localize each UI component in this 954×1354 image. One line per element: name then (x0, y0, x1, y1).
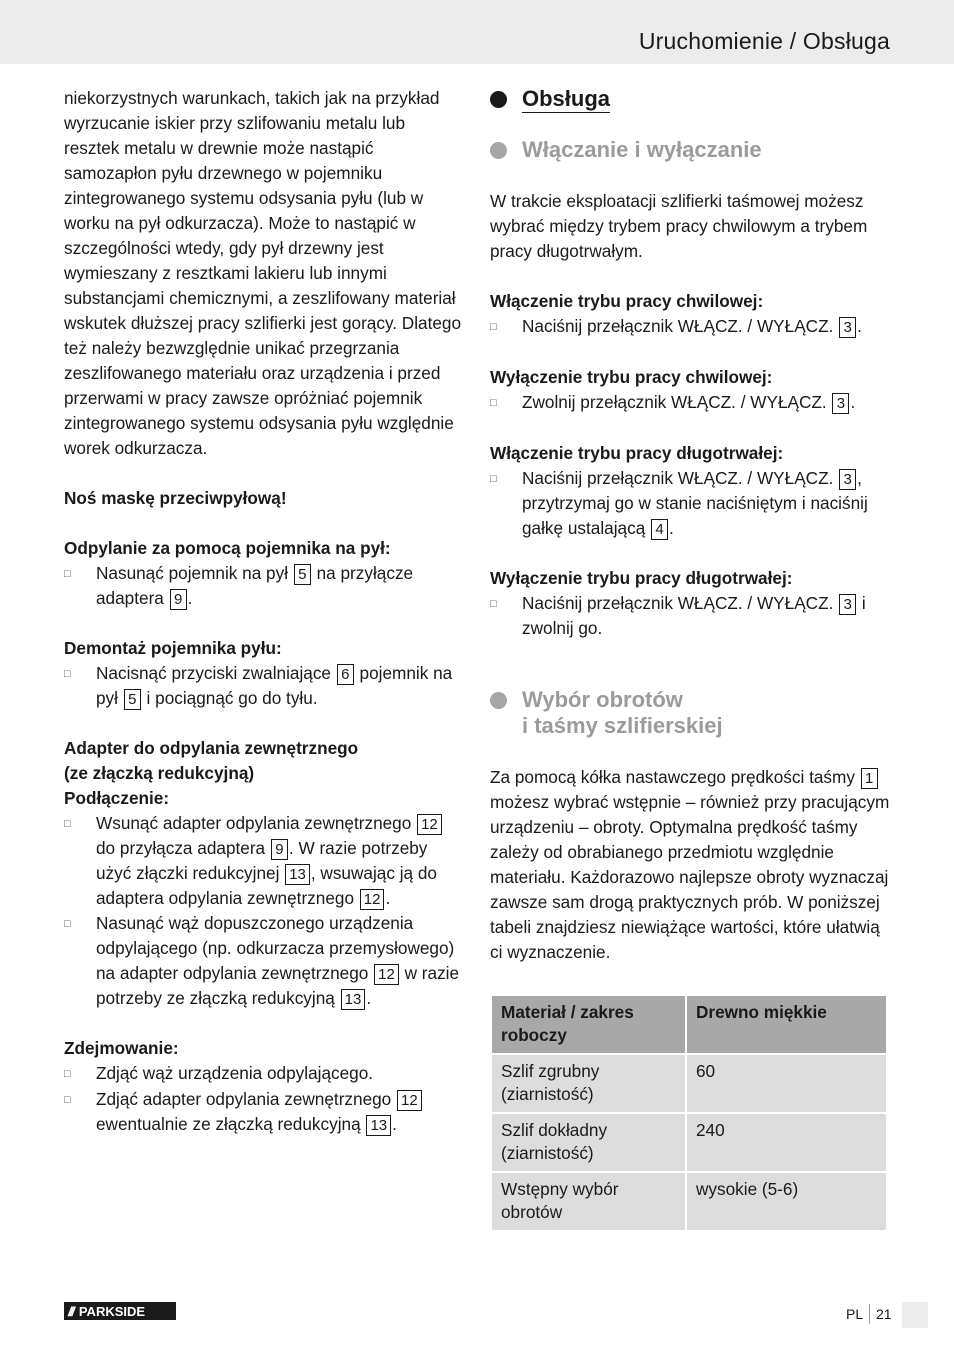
table-header-cell: Drewno miękkie (686, 995, 887, 1054)
logo-stripes-icon: /// (68, 1303, 73, 1319)
short-off-heading: Wyłączenie trybu pracy chwilowej: (490, 367, 773, 387)
part-ref: 3 (839, 469, 856, 490)
detach-heading: Zdejmowanie: (64, 1038, 179, 1058)
bullet-square-icon: □ (64, 668, 71, 680)
part-ref: 13 (285, 864, 310, 885)
part-ref: 3 (839, 594, 856, 615)
part-ref: 4 (651, 519, 668, 540)
table-header-cell: Materiał / zakres roboczy (491, 995, 686, 1054)
bullet-square-icon: □ (490, 598, 497, 610)
part-ref: 1 (861, 768, 878, 789)
section-heading: Obsługa (490, 86, 890, 113)
table-cell: 60 (686, 1054, 887, 1113)
part-ref: 12 (397, 1090, 422, 1111)
table-row (491, 1054, 887, 1113)
language-code: PL (846, 1306, 864, 1322)
part-ref: 3 (839, 317, 856, 338)
table-row (491, 1113, 887, 1172)
part-ref: 3 (832, 393, 849, 414)
part-ref: 12 (417, 814, 442, 835)
long-on-heading: Włączenie trybu pracy długotrwałej: (490, 443, 784, 463)
bullet-square-icon: □ (64, 1068, 71, 1080)
list-item: □ Zdjąć wąż urządzenia odpylającego. (64, 1061, 464, 1087)
list-item: □ Zdjąć adapter odpylania zewnętrznego 12 ewentualnie ze złączką redukcyjną 13 . (64, 1087, 464, 1137)
list-item: □ Naciśnij przełącznik WŁĄCZ. / WYŁĄCZ. 3 . (490, 314, 890, 340)
part-ref: 6 (337, 664, 354, 685)
page-title: Uruchomienie / Obsługa (638, 28, 890, 54)
list-item: □ Naciśnij przełącznik WŁĄCZ. / WYŁĄCZ. 3 , przytrzymaj go w stanie naciśniętym i naciśnij gałkę ustalającą 4 . (490, 466, 890, 541)
list-item: □ Nasunąć wąż dopuszczonego urządzenia odpylającego (np. odkurzacza przemysłowego) na adapter odpylania zewnętrznego 12 w razie potrzeby ze złączką redukcyjną 13 . (64, 911, 464, 1011)
bullet-square-icon: □ (64, 1094, 71, 1106)
onoff-intro: W trakcie eksploatacji szlifierki taśmowej możesz wybrać między trybem pracy chwilowym a trybem pracy długotrwałym. (490, 191, 868, 261)
header-band (0, 0, 954, 64)
page-number: 21 (876, 1306, 892, 1322)
bullet-dot-icon (490, 142, 507, 159)
right-column (490, 86, 890, 1232)
left-column (64, 86, 464, 1137)
bullet-square-icon: □ (64, 918, 71, 930)
table-cell: Wstępny wybór obrotów (491, 1172, 686, 1231)
table-row (491, 1172, 887, 1231)
list-item: □ Wsunąć adapter odpylania zewnętrznego 12 do przyłącza adaptera 9 . W razie potrzeby użyć złączki redukcyjnej 13 , wsuwając ją do adaptera odpylania zewnętrznego 12 . (64, 811, 464, 911)
footer-tab-marker (902, 1302, 928, 1328)
table-cell: wysokie (5-6) (686, 1172, 887, 1231)
long-off-heading: Wyłączenie trybu pracy długotrwałej: (490, 568, 793, 588)
adapter-heading-sub: (ze złączką redukcyjną) (64, 763, 255, 783)
table-header-row (491, 995, 887, 1054)
part-ref: 12 (374, 964, 399, 985)
part-ref: 13 (366, 1115, 391, 1136)
bullet-square-icon: □ (490, 321, 497, 333)
list-item: □ Naciśnij przełącznik WŁĄCZ. / WYŁĄCZ. 3 i zwolnij go. (490, 591, 890, 641)
bullet-dot-icon (490, 91, 507, 108)
short-on-heading: Włączenie trybu pracy chwilowej: (490, 291, 764, 311)
part-ref: 13 (341, 989, 366, 1010)
bullet-dot-icon (490, 692, 507, 709)
list-item: □ Nacisnąć przyciski zwalniające 6 pojemnik na pył 5 i pociągnąć go do tyłu. (64, 661, 464, 711)
part-ref: 5 (124, 689, 141, 710)
subsection-heading: Wybór obrotów i taśmy szlifierskiej (490, 687, 890, 739)
part-ref: 9 (271, 839, 288, 860)
bullet-square-icon: □ (64, 818, 71, 830)
part-ref: 9 (170, 589, 187, 610)
adapter-heading: Adapter do odpylania zewnętrznego (64, 738, 359, 758)
list-item: □ Zwolnij przełącznik WŁĄCZ. / WYŁĄCZ. 3 . (490, 390, 890, 416)
bullet-square-icon: □ (490, 397, 497, 409)
subsection-heading: Włączanie i wyłączanie (490, 137, 890, 163)
speed-table (490, 994, 888, 1232)
part-ref: 5 (294, 564, 311, 585)
table-cell: Szlif zgrubny (ziarnistość) (491, 1054, 686, 1113)
list-item: □ Nasunąć pojemnik na pył 5 na przyłącze adaptera 9 . (64, 561, 464, 611)
speed-paragraph: Za pomocą kółka nastawczego prędkości taśmy 1 możesz wybrać wstępnie – również przy pracującym urządzeniu – obroty. Optymalna prędkość taśmy zależy od obrabianego przedmiotu względnie materiału. Każdorazowo najlepsze obroty wyznaczaj zawsze sam drogą praktycznych prób. W poniższej tabeli znajdziesz niewiążące wartości, które ułatwią ci wyznaczenie. (490, 767, 890, 962)
part-ref: 12 (360, 889, 385, 910)
bullet-square-icon: □ (64, 568, 71, 580)
parkside-logo (64, 1302, 176, 1320)
table-cell: 240 (686, 1113, 887, 1172)
table-cell: Szlif dokładny (ziarnistość) (491, 1113, 686, 1172)
bullet-square-icon: □ (490, 473, 497, 485)
remove-heading: Demontaż pojemnika pyłu: (64, 638, 282, 658)
mask-heading: Noś maskę przeciwpyłową! (64, 488, 287, 508)
connect-heading: Podłączenie: (64, 788, 170, 808)
footer-divider (869, 1304, 870, 1324)
container-heading: Odpylanie za pomocą pojemnika na pył: (64, 538, 391, 558)
intro-paragraph: niekorzystnych warunkach, takich jak na przykład wyrzucanie iskier przy szlifowaniu metalu lub resztek metalu w drewnie może nastąpić samozapłon pyłu drzewnego w pojemniku zintegrowanego systemu odsysania pyłu (lub w worku na pył odkurzacza). Może to nastąpić w szczególności wtedy, gdy pył drzewny jest wymieszany z resztkami lakieru lub innymi substancjami chemicznymi, a zeszlifowany materiał wskutek dłuższej pracy szlifierki jest gorący. Dlatego też należy bezwzględnie unikać przegrzania zeszlifowanego materiału oraz urządzenia i przed przerwami w pracy zawsze opróżniać pojemnik zintegrowanego systemu odsysania pyłu względnie worek odkurzacza. (64, 88, 462, 458)
logo-text: PARKSIDE (78, 1303, 146, 1319)
